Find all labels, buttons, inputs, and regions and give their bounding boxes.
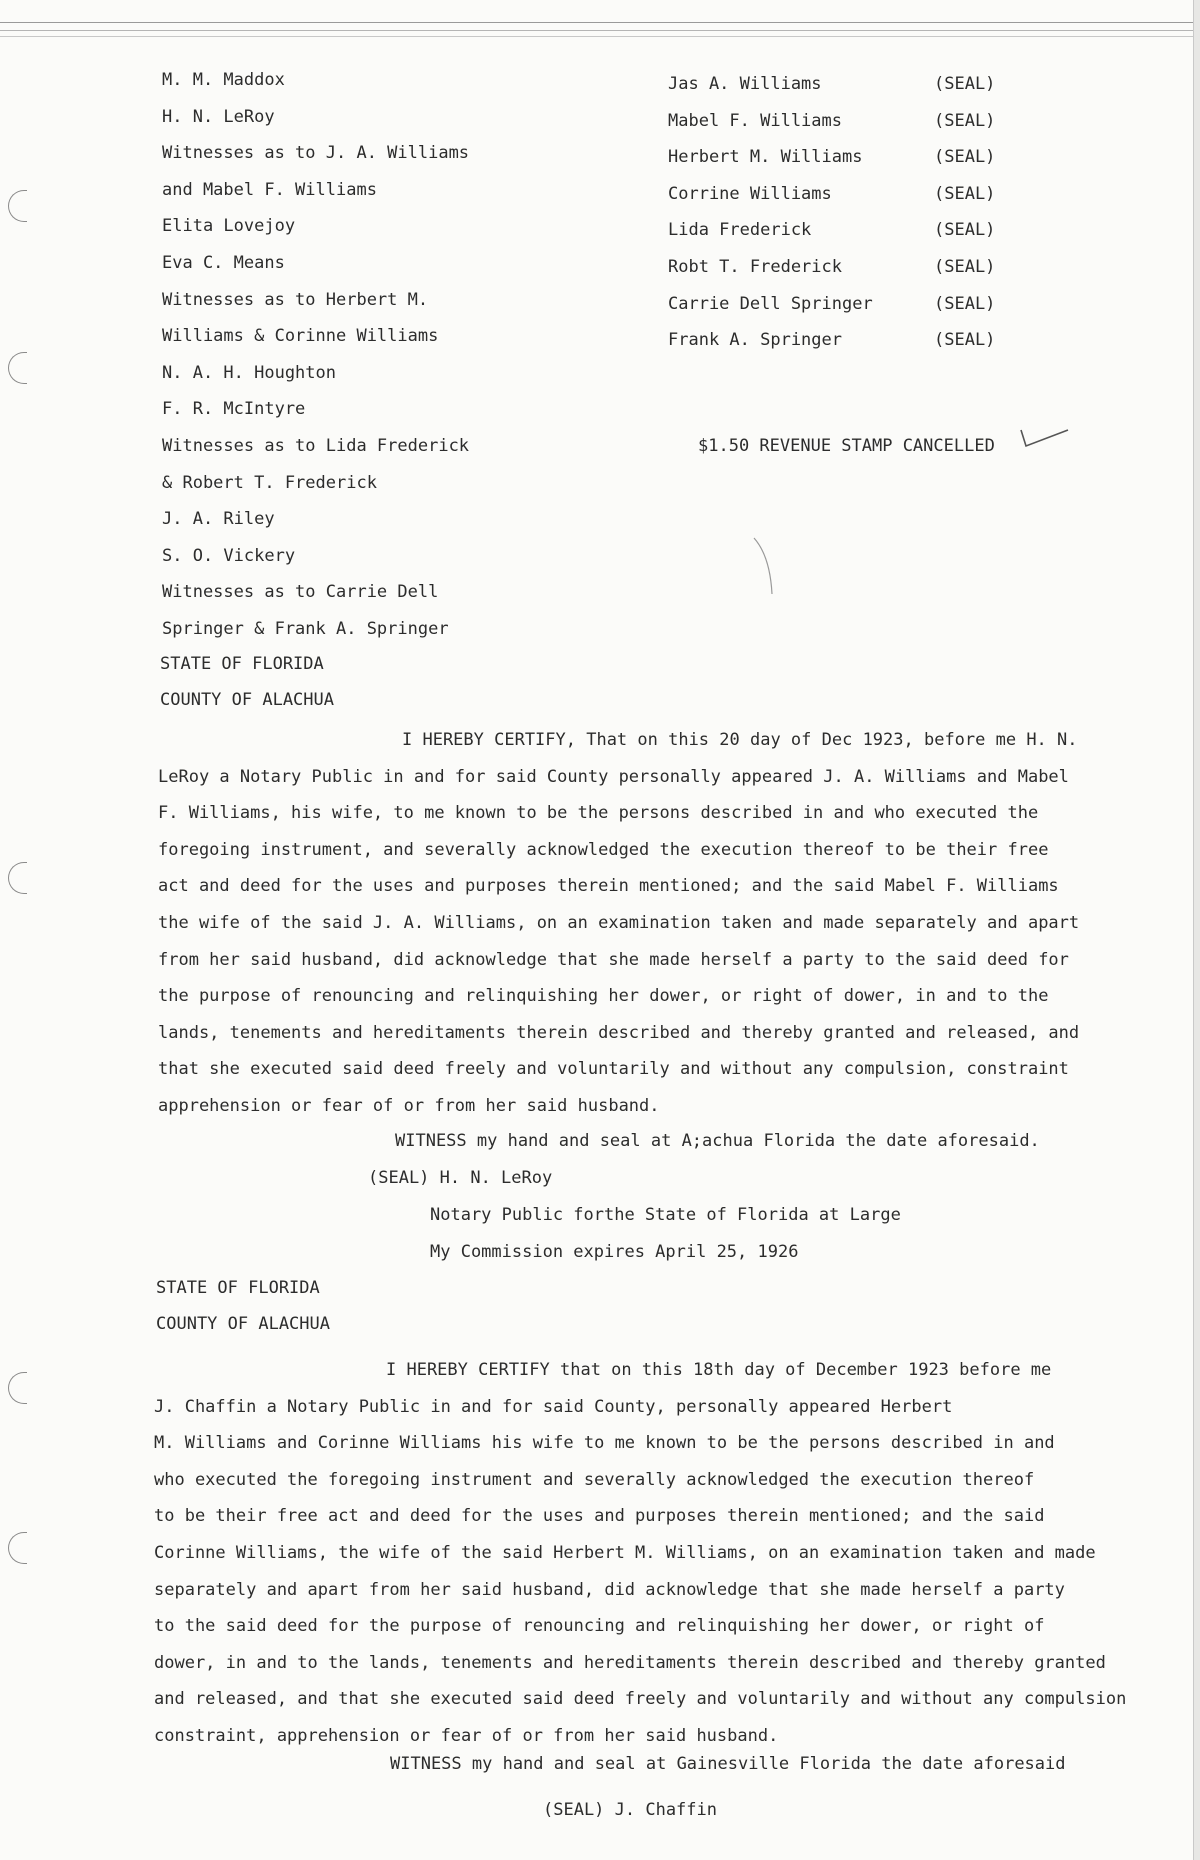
witness-clause: WITNESS my hand and seal at A;achua Florida the date aforesaid. (395, 1131, 1040, 1151)
witness-line: Witnesses as to Carrie Dell (162, 582, 439, 603)
top-rule (0, 22, 1200, 23)
pencil-stroke-mark (750, 536, 780, 596)
certificate-line: I HEREBY CERTIFY that on this 18th day of December 1923 before me (386, 1360, 1052, 1380)
county-heading: COUNTY OF ALACHUA (156, 1314, 330, 1334)
signatory-row (668, 176, 1028, 213)
notary-signature: (SEAL) J. Chaffin (543, 1800, 717, 1820)
witness-line: S. O. Vickery (162, 545, 296, 566)
signatory-row (668, 249, 1028, 286)
certificate-line: who executed the foregoing instrument and severally acknowledged the execution thereof (154, 1469, 1035, 1490)
seal-mark: (SEAL) (934, 74, 996, 94)
certificate-line: to the said deed for the purpose of renouncing and relinquishing her dower, or right of (154, 1616, 1045, 1637)
certificate-line: and released, and that she executed said deed freely and voluntarily and without any compulsion (154, 1689, 1127, 1710)
certificate-line: from her said husband, did acknowledge that she made herself a party to the said deed for (158, 949, 1069, 970)
certificate-line: apprehension or fear of or from her said husband. (158, 1095, 660, 1116)
witness-line: J. A. Riley (162, 509, 275, 530)
certificate-line: F. Williams, his wife, to me known to be the persons described in and who executed the (158, 803, 1039, 824)
acknowledgment-certificate (154, 1352, 1144, 1755)
seal-mark: (SEAL) (934, 330, 996, 351)
signatory-name: Lida Frederick (668, 220, 812, 241)
witness-line: Elita Lovejoy (162, 216, 296, 237)
witness-line: Eva C. Means (162, 252, 285, 273)
revenue-stamp-note: $1.50 REVENUE STAMP CANCELLED (698, 436, 995, 456)
certificate-line: I HEREBY CERTIFY, That on this 20 day of Dec 1923, before me H. N. (402, 730, 1078, 750)
witness-line: Witnesses as to Lida Frederick (162, 435, 470, 456)
state-heading: STATE OF FLORIDA (160, 654, 324, 674)
signatory-name: Frank A. Springer (668, 330, 842, 351)
binder-hole (8, 352, 27, 384)
certificate-line: Corinne Williams, the wife of the said Herbert M. Williams, on an examination taken and made (154, 1542, 1096, 1563)
witness-line: H. N. LeRoy (162, 106, 275, 127)
seal-mark: (SEAL) (934, 256, 996, 277)
page-edge (1193, 0, 1200, 1860)
signatory-list (668, 66, 1028, 359)
signatory-row (668, 286, 1028, 323)
binder-hole (8, 862, 27, 894)
signatory-row (668, 139, 1028, 176)
state-heading: STATE OF FLORIDA (156, 1278, 320, 1298)
signatory-row (668, 103, 1028, 140)
signatory-row (668, 66, 1028, 103)
witness-line: Springer & Frank A. Springer (162, 618, 449, 639)
witness-line: Williams & Corinne Williams (162, 326, 439, 347)
signatory-row (668, 322, 1028, 359)
top-rule (0, 30, 1200, 31)
witness-line: and Mabel F. Williams (162, 179, 377, 200)
check-mark-icon (1018, 426, 1072, 452)
seal-mark: (SEAL) (934, 183, 996, 204)
venue-block (156, 1270, 330, 1342)
notary-title: Notary Public forthe State of Florida at Large (430, 1205, 901, 1225)
county-heading: COUNTY OF ALACHUA (160, 690, 334, 710)
venue-block (160, 646, 334, 718)
certificate-line: foregoing instrument, and severally acknowledged the execution thereof to be their free (158, 839, 1049, 860)
top-rule (0, 36, 1200, 37)
certificate-line: separately and apart from her said husband, did acknowledge that she made herself a party (154, 1579, 1065, 1600)
certificate-line: constraint, apprehension or fear of or from her said husband. (154, 1725, 779, 1746)
signatory-name: Jas A. Williams (668, 74, 822, 94)
seal-mark: (SEAL) (934, 110, 996, 131)
signatory-name: Corrine Williams (668, 183, 832, 204)
commission-expiry: My Commission expires April 25, 1926 (430, 1242, 799, 1262)
witness-line: Witnesses as to Herbert M. (162, 289, 429, 310)
witness-line: F. R. McIntyre (162, 399, 306, 420)
binder-hole (8, 190, 27, 222)
witness-line: Witnesses as to J. A. Williams (162, 143, 470, 164)
certificate-line: to be their free act and deed for the uses and purposes therein mentioned; and the said (154, 1506, 1045, 1527)
certificate-line: lands, tenements and hereditaments therein described and thereby granted and released, and (158, 1022, 1080, 1043)
signatory-name: Robt T. Frederick (668, 256, 842, 277)
seal-mark: (SEAL) (934, 220, 996, 241)
certificate-line: that she executed said deed freely and voluntarily and without any compulsion, constraint (158, 1059, 1069, 1080)
witness-clause: WITNESS my hand and seal at Gainesville Florida the date aforesaid (390, 1754, 1066, 1774)
signatory-name: Mabel F. Williams (668, 110, 842, 131)
seal-mark: (SEAL) (934, 293, 996, 314)
seal-mark: (SEAL) (934, 147, 996, 168)
witness-list (162, 62, 682, 648)
signatory-name: Herbert M. Williams (668, 147, 863, 168)
certificate-line: the purpose of renouncing and relinquishing her dower, or right of dower, in and to the (158, 986, 1049, 1007)
signatory-row (668, 212, 1028, 249)
witness-line: & Robert T. Frederick (162, 472, 377, 493)
certificate-line: the wife of the said J. A. Williams, on an examination taken and made separately and apart (158, 912, 1080, 933)
witness-line: M. M. Maddox (162, 70, 285, 90)
certificate-line: dower, in and to the lands, tenements and hereditaments therein described and thereby granted (154, 1652, 1106, 1673)
binder-hole (8, 1372, 27, 1404)
acknowledgment-certificate (158, 722, 1118, 1125)
certificate-line: LeRoy a Notary Public in and for said County personally appeared J. A. Williams and Mabel (158, 766, 1069, 787)
witness-line: N. A. H. Houghton (162, 362, 336, 383)
certificate-line: J. Chaffin a Notary Public in and for said County, personally appeared Herbert (154, 1396, 953, 1417)
notary-signature: (SEAL) H. N. LeRoy (368, 1168, 553, 1188)
certificate-line: M. Williams and Corinne Williams his wife to me known to be the persons described in and (154, 1433, 1055, 1454)
certificate-line: act and deed for the uses and purposes therein mentioned; and the said Mabel F. Williams (158, 876, 1059, 897)
signatory-name: Carrie Dell Springer (668, 293, 873, 314)
binder-hole (8, 1532, 27, 1564)
